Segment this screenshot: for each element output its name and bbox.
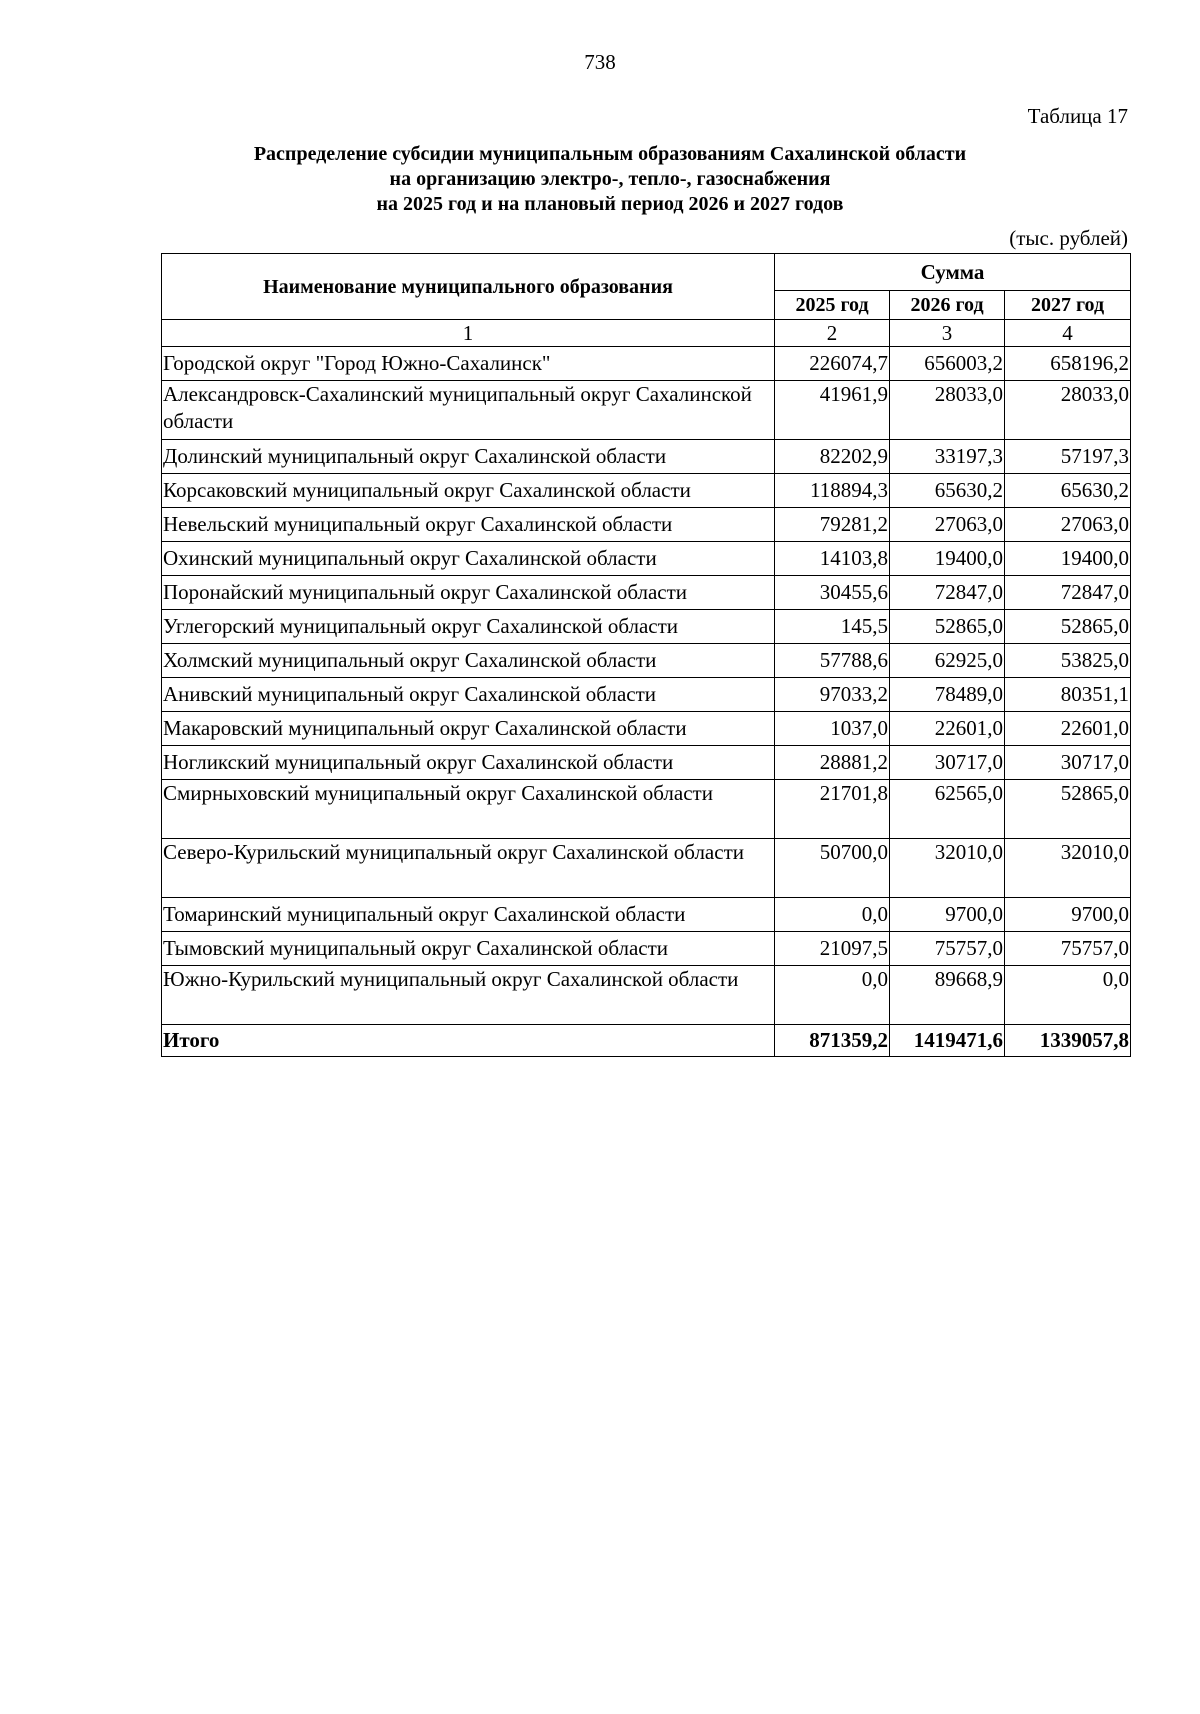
table-row <box>162 347 1131 381</box>
amount-2025: 28881,2 <box>775 746 890 780</box>
column-index: 4 <box>1005 320 1131 347</box>
amount-2026: 52865,0 <box>890 610 1005 644</box>
amount-2025: 1037,0 <box>775 712 890 746</box>
table-row <box>162 746 1131 780</box>
amount-2027: 658196,2 <box>1005 347 1131 381</box>
amount-2026: 72847,0 <box>890 576 1005 610</box>
amount-2027: 53825,0 <box>1005 644 1131 678</box>
title-line: Распределение субсидии муниципальным образованиям Сахалинской области <box>253 143 967 165</box>
amount-2026: 30717,0 <box>890 746 1005 780</box>
total-2025: 871359,2 <box>775 1025 890 1057</box>
units-label: (тыс. рублей) <box>1009 226 1128 250</box>
municipality-name: Анивский муниципальный округ Сахалинской области <box>162 678 775 712</box>
amount-2026: 9700,0 <box>890 898 1005 932</box>
amount-2027: 19400,0 <box>1005 542 1131 576</box>
total-row <box>162 1025 1131 1057</box>
municipality-name: Тымовский муниципальный округ Сахалинской области <box>162 932 775 966</box>
amount-2026: 62925,0 <box>890 644 1005 678</box>
amount-2027: 65630,2 <box>1005 474 1131 508</box>
amount-2027: 75757,0 <box>1005 932 1131 966</box>
municipality-name: Смирныховский муниципальный округ Сахалинской области <box>162 780 775 839</box>
amount-2027: 27063,0 <box>1005 508 1131 542</box>
amount-2026: 65630,2 <box>890 474 1005 508</box>
table-row <box>162 610 1131 644</box>
table-row <box>162 780 1131 839</box>
title-line: на 2025 год и на плановый период 2026 и 2027 годов <box>376 193 844 215</box>
amount-2025: 0,0 <box>775 898 890 932</box>
amount-2027: 30717,0 <box>1005 746 1131 780</box>
column-header-2025: 2025 год <box>775 291 890 320</box>
amount-2026: 75757,0 <box>890 932 1005 966</box>
amount-2025: 30455,6 <box>775 576 890 610</box>
amount-2025: 79281,2 <box>775 508 890 542</box>
amount-2027: 57197,3 <box>1005 440 1131 474</box>
amount-2027: 22601,0 <box>1005 712 1131 746</box>
column-header-2027: 2027 год <box>1005 291 1131 320</box>
document-title <box>150 142 1070 217</box>
column-header-2026: 2026 год <box>890 291 1005 320</box>
table-row <box>162 966 1131 1025</box>
municipality-name: Южно-Курильский муниципальный округ Сахалинской области <box>162 966 775 1025</box>
municipality-name: Городской округ "Город Южно-Сахалинск" <box>162 347 775 381</box>
amount-2025: 14103,8 <box>775 542 890 576</box>
subsidy-table <box>161 253 1131 1057</box>
amount-2025: 145,5 <box>775 610 890 644</box>
column-index: 1 <box>162 320 775 347</box>
amount-2025: 97033,2 <box>775 678 890 712</box>
municipality-name: Долинский муниципальный округ Сахалинской области <box>162 440 775 474</box>
table-row <box>162 898 1131 932</box>
column-header-name: Наименование муниципального образования <box>162 254 775 320</box>
municipality-name: Поронайский муниципальный округ Сахалинской области <box>162 576 775 610</box>
column-index: 2 <box>775 320 890 347</box>
municipality-name: Корсаковский муниципальный округ Сахалинской области <box>162 474 775 508</box>
amount-2026: 22601,0 <box>890 712 1005 746</box>
table-row <box>162 576 1131 610</box>
total-2027: 1339057,8 <box>1005 1025 1131 1057</box>
amount-2025: 50700,0 <box>775 839 890 898</box>
amount-2026: 656003,2 <box>890 347 1005 381</box>
municipality-name: Александровск-Сахалинский муниципальный округ Сахалинской области <box>162 381 775 440</box>
municipality-name: Углегорский муниципальный округ Сахалинской области <box>162 610 775 644</box>
title-line: на организацию электро-, тепло-, газоснабжения <box>389 168 831 190</box>
table-row <box>162 932 1131 966</box>
table-row <box>162 440 1131 474</box>
amount-2026: 89668,9 <box>890 966 1005 1025</box>
amount-2025: 82202,9 <box>775 440 890 474</box>
amount-2025: 21097,5 <box>775 932 890 966</box>
amount-2026: 28033,0 <box>890 381 1005 440</box>
table-row <box>162 474 1131 508</box>
amount-2025: 41961,9 <box>775 381 890 440</box>
municipality-name: Томаринский муниципальный округ Сахалинской области <box>162 898 775 932</box>
amount-2027: 72847,0 <box>1005 576 1131 610</box>
table-row <box>162 712 1131 746</box>
amount-2026: 32010,0 <box>890 839 1005 898</box>
municipality-name: Охинский муниципальный округ Сахалинской области <box>162 542 775 576</box>
amount-2025: 0,0 <box>775 966 890 1025</box>
amount-2026: 33197,3 <box>890 440 1005 474</box>
total-2026: 1419471,6 <box>890 1025 1005 1057</box>
table-row <box>162 381 1131 440</box>
column-header-sum: Сумма <box>775 254 1131 291</box>
table-row <box>162 839 1131 898</box>
amount-2027: 32010,0 <box>1005 839 1131 898</box>
table-row <box>162 678 1131 712</box>
amount-2026: 78489,0 <box>890 678 1005 712</box>
amount-2027: 80351,1 <box>1005 678 1131 712</box>
amount-2027: 28033,0 <box>1005 381 1131 440</box>
table-row <box>162 542 1131 576</box>
municipality-name: Холмский муниципальный округ Сахалинской области <box>162 644 775 678</box>
municipality-name: Макаровский муниципальный округ Сахалинской области <box>162 712 775 746</box>
municipality-name: Северо-Курильский муниципальный округ Сахалинской области <box>162 839 775 898</box>
amount-2027: 9700,0 <box>1005 898 1131 932</box>
page-number: 738 <box>584 50 616 74</box>
amount-2027: 0,0 <box>1005 966 1131 1025</box>
municipality-name: Ногликский муниципальный округ Сахалинской области <box>162 746 775 780</box>
table-row <box>162 508 1131 542</box>
amount-2026: 19400,0 <box>890 542 1005 576</box>
amount-2026: 62565,0 <box>890 780 1005 839</box>
table-label: Таблица 17 <box>1027 104 1128 128</box>
column-index-row <box>162 320 1131 347</box>
table-row <box>162 644 1131 678</box>
amount-2025: 226074,7 <box>775 347 890 381</box>
amount-2025: 21701,8 <box>775 780 890 839</box>
total-label: Итого <box>162 1025 775 1057</box>
amount-2025: 118894,3 <box>775 474 890 508</box>
amount-2027: 52865,0 <box>1005 780 1131 839</box>
column-index: 3 <box>890 320 1005 347</box>
amount-2027: 52865,0 <box>1005 610 1131 644</box>
amount-2026: 27063,0 <box>890 508 1005 542</box>
amount-2025: 57788,6 <box>775 644 890 678</box>
municipality-name: Невельский муниципальный округ Сахалинской области <box>162 508 775 542</box>
